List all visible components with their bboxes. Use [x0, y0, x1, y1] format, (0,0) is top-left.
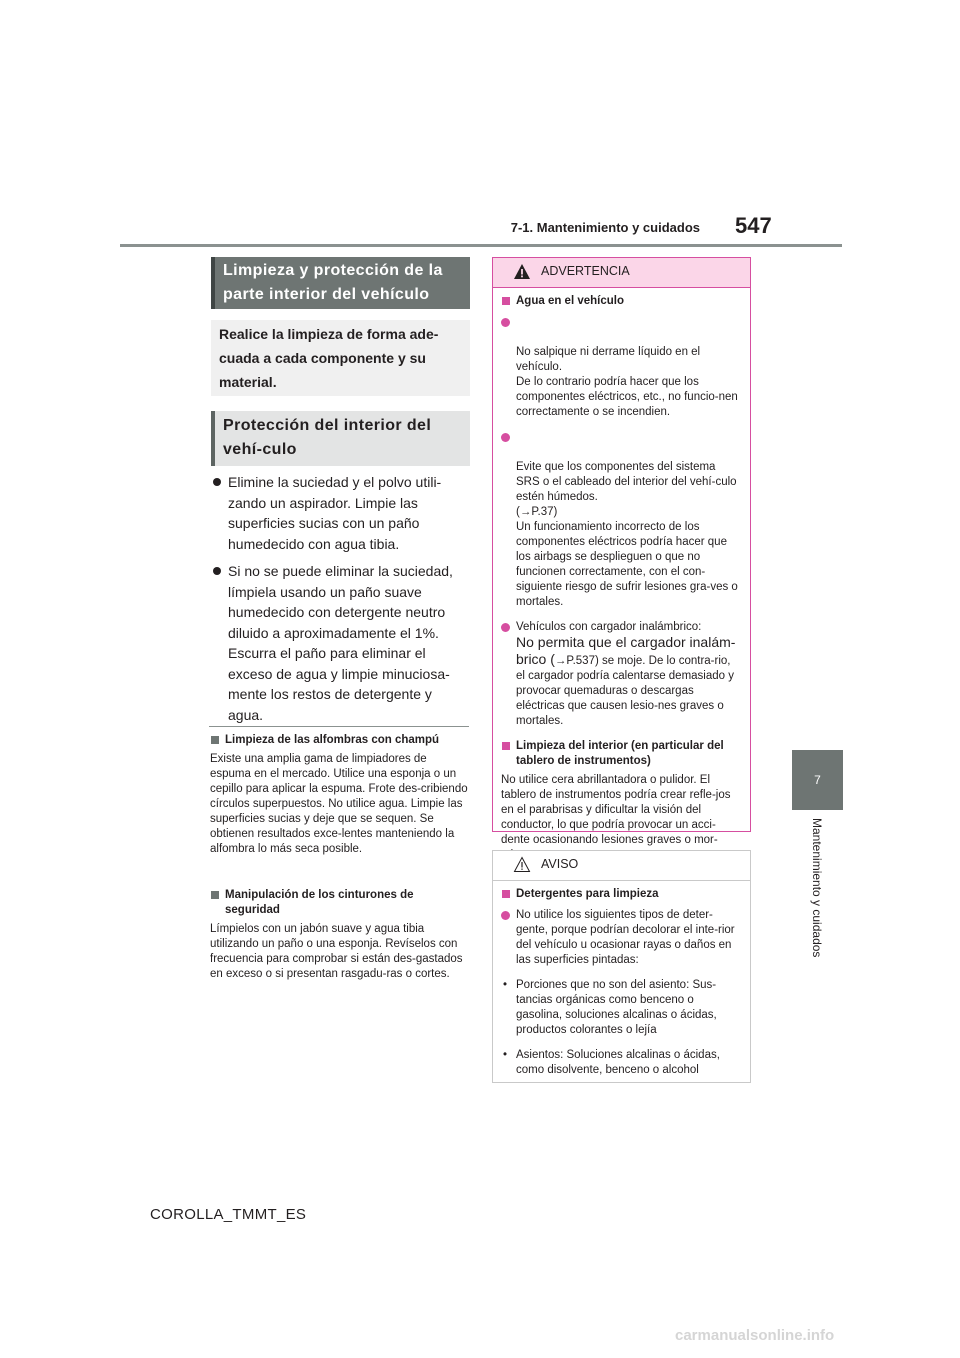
notice-title: AVISO	[541, 857, 579, 871]
section-divider	[209, 726, 469, 727]
notice-subitem-text: Porciones que no son del asiento: Sus-tancias orgánicas como benceno o gasolina, soluciones alcalinas o ácidas, productos colorantes o lejía	[516, 979, 717, 1036]
chapter-label-text: Mantenimiento y cuidados	[810, 818, 824, 958]
square-bullet-icon	[502, 742, 510, 750]
notice-subitem	[501, 978, 742, 1038]
carpet-text: Existe una amplia gama de limpiadores de espuma en el mercado. Utilice una esponja o un cepillo para aplicar la espuma. Frote des-cribiendo círculos superpuestos. No utilice agua. Limpie las superficies sucias y deje que se sequen. Se obtienen resultados exce-lentes manteniendo la alfombra lo más seca posible.	[210, 753, 468, 855]
warning-triangle-icon	[513, 263, 531, 280]
bullet-icon	[213, 567, 221, 575]
section-title: 7-1. Mantenimiento y cuidados	[510, 220, 700, 235]
seatbelt-title	[210, 888, 470, 918]
warning-item-text: Evite que los componentes del sistema SRS o el cableado del interior del vehí-culo estén húmedos. (→P.37) Un funcionamiento incorrecto de los componentes eléctricos podría hacer que los airbags se desplieguen o que no funcionen correctamente, con el con-siguiente riesgo de sufrir lesiones gra-ves o mortales.	[516, 461, 738, 608]
notice-body	[493, 881, 750, 1078]
carpet-title-text: Limpieza de las alfombras con champú	[225, 734, 440, 746]
watermark: carmanualsonline.info	[675, 1327, 835, 1344]
notice-subitem-text: Asientos: Soluciones alcalinas o ácidas, como disolvente, benceno o alcohol	[516, 1049, 720, 1076]
carpet-title	[210, 733, 470, 748]
warning-header	[493, 258, 750, 288]
interior-title	[501, 739, 742, 769]
chapter-label	[810, 818, 828, 988]
caution-triangle-icon	[513, 856, 531, 873]
notice-subitem	[501, 1048, 742, 1078]
square-bullet-icon	[502, 297, 510, 305]
warning-item	[501, 430, 742, 610]
square-bullet-icon	[502, 890, 510, 898]
bullet-icon	[501, 318, 510, 327]
square-bullet-icon	[211, 891, 219, 899]
warning-item-text: No permita que el cargador inalám-brico (	[516, 634, 736, 667]
seatbelt-section	[210, 888, 470, 982]
bullet-icon	[501, 623, 510, 632]
water-title	[501, 294, 742, 309]
notice-box	[492, 850, 751, 1083]
list-item-text: Elimine la suciedad y el polvo utili-zando un aspirador. Limpie las superficies sucias con un paño humedecido con agua tibia.	[228, 474, 442, 552]
warning-item-text: ) se moje. De lo contra-rio, el cargador podría calentarse demasiado y provocar quemaduras o descargas eléctricas que causen lesio-nes graves o mortales.	[516, 655, 734, 727]
seatbelt-title-text: Manipulación de los cinturones de seguridad	[225, 889, 414, 916]
bullet-icon	[501, 911, 510, 920]
interior-title-text: Limpieza del interior (en particular del tablero de instrumentos)	[516, 740, 724, 767]
warning-item	[501, 315, 742, 420]
detergent-title-text: Detergentes para limpieza	[516, 888, 659, 900]
document-code: COROLLA_TMMT_ES	[150, 1206, 307, 1223]
detergent-title	[501, 887, 742, 902]
seatbelt-text: Límpielos con un jabón suave y agua tibia utilizando un paño o una esponja. Revíselos con frecuencia para comprobar si están des-gastados en exceso o si presentan rasgadu-ras o cortes.	[210, 923, 463, 980]
list-item-text: Si no se puede eliminar la suciedad, límpiela usando un paño suave humedecido con detergente neutro diluido a aproximadamente el 1%. Escurra el paño para eliminar el exceso de agua y limpie minuciosa-mente los restos de detergente y agua.	[228, 563, 453, 723]
notice-item-text: No utilice los siguientes tipos de deter-gente, porque podrían decolorar el inte-rior del vehículo u ocasionar rayas o daños en las superficies pintadas:	[516, 909, 735, 966]
warning-box	[492, 257, 751, 846]
square-bullet-icon	[211, 736, 219, 744]
carpet-section	[210, 733, 470, 857]
intro-text: Realice la limpieza de forma ade-cuada a cada componente y su material.	[219, 326, 439, 390]
dot-marker: •	[503, 979, 508, 991]
notice-header	[493, 851, 750, 881]
warning-item-text: No salpique ni derrame líquido en el vehículo. De lo contrario podría hacer que los componentes eléctricos, etc., no funcio-nen correctamente o se incendien.	[516, 346, 738, 418]
bullet-icon	[213, 478, 221, 486]
heading-bar	[211, 257, 215, 309]
intro-box	[211, 320, 470, 396]
header-rule	[120, 244, 842, 247]
water-title-text: Agua en el vehículo	[516, 295, 624, 307]
interior-text: No utilice cera abrillantadora o pulidor. El tablero de instrumentos podría crear refle-jos en el parabrisas y dificultar la visión del conductor, lo que podría provocar un acci-dente ocasionando lesiones graves o mor-	[501, 774, 731, 846]
bullet-icon	[501, 433, 510, 442]
notice-item	[501, 908, 742, 968]
heading-text: Limpieza y protección de la parte interior del vehículo	[223, 262, 443, 303]
warning-title: ADVERTENCIA	[541, 264, 630, 278]
bullet-list	[210, 472, 470, 732]
warning-item	[501, 620, 742, 729]
warning-body	[493, 288, 750, 863]
dot-marker: •	[503, 1049, 508, 1061]
heading-text: Protección del interior del vehí-culo	[223, 417, 432, 458]
chapter-tab[interactable]: 7	[792, 750, 843, 810]
heading-cleaning-protection	[211, 257, 470, 309]
page-reference-link[interactable]: →P.537	[554, 655, 595, 667]
list-item	[210, 472, 470, 554]
heading-interior-protection	[211, 411, 470, 466]
warning-item-text: Vehículos con cargador inalámbrico:	[516, 621, 702, 633]
page-number: 547	[735, 213, 772, 238]
list-item	[210, 561, 470, 725]
heading-bar	[211, 411, 215, 466]
